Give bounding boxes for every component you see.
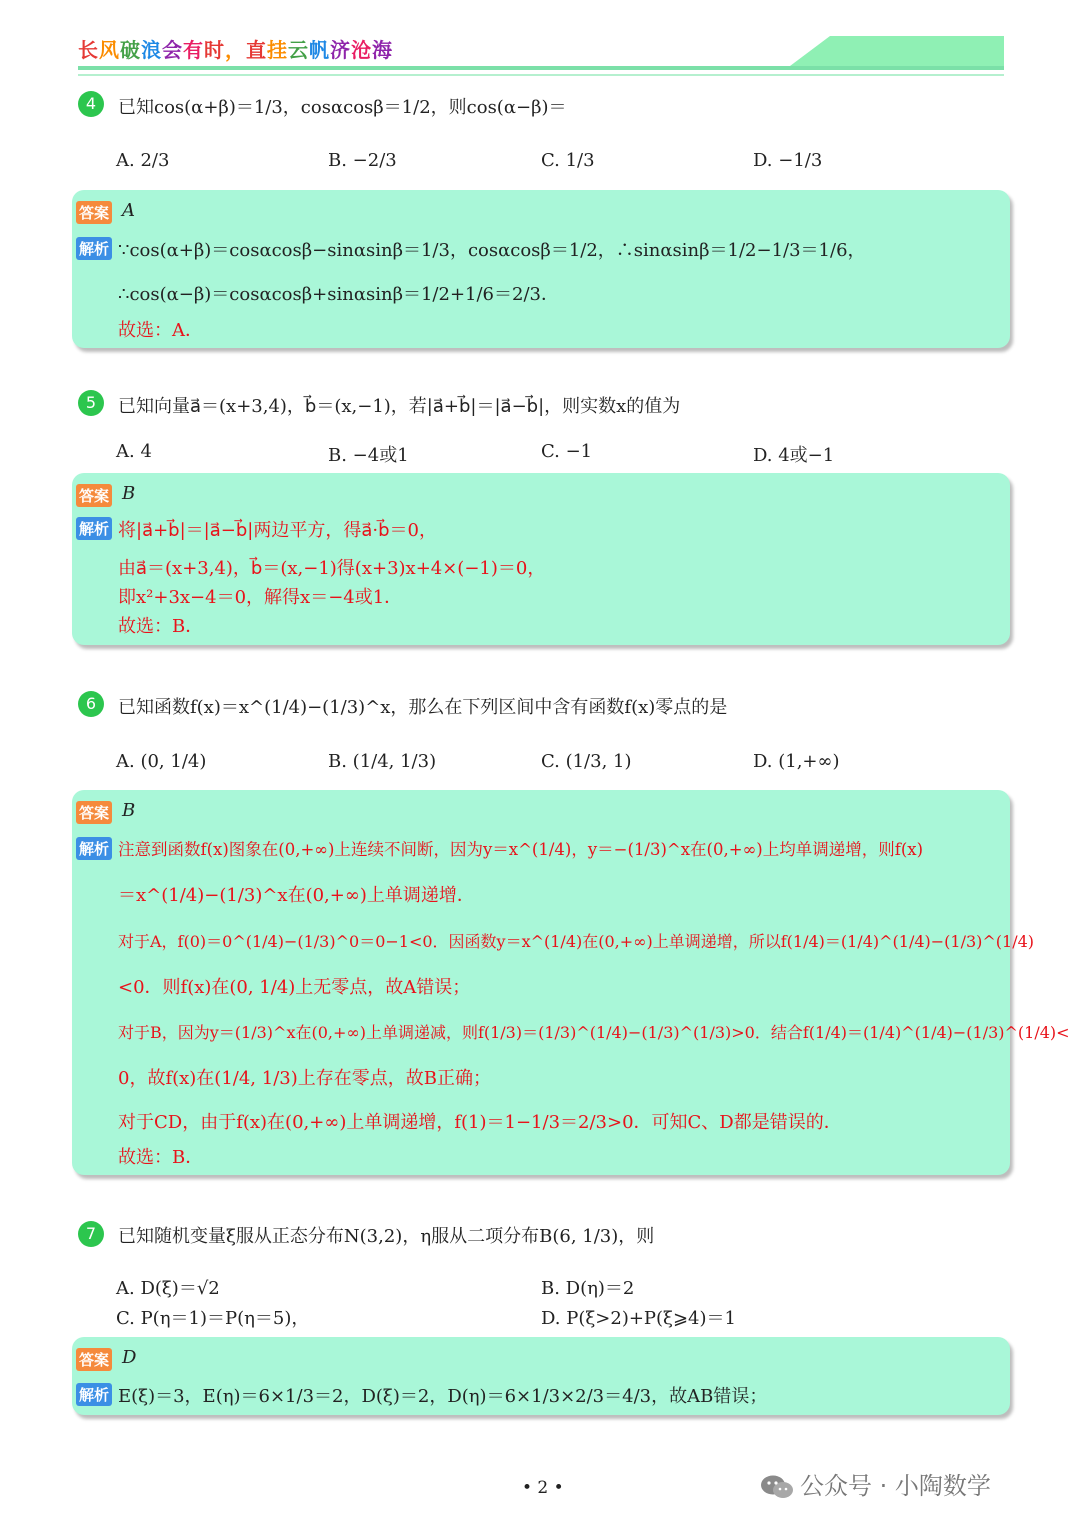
explanation-conclusion: 故选：B． (118, 616, 204, 637)
explanation-line: ∵cos(α+β)＝cosαcosβ−sinαsinβ＝1/3，cosαcosβ＝1/2，∴sinαsinβ＝1/2−1/3＝1/6， (118, 240, 866, 261)
explanation-tag: 解析 (76, 517, 112, 540)
answer-value: B (122, 800, 136, 821)
answer-value: A (122, 200, 135, 221)
title-char: 破 (120, 38, 141, 62)
option-a: A. D(ξ)＝√2 (116, 1278, 220, 1299)
header-rule (78, 66, 1004, 70)
question-number-badge: 5 (78, 390, 104, 416)
watermark-text: 公众号 · 小陶数学 (800, 1472, 991, 1500)
question-stem: 已知函数f(x)＝x^(1/4)−(1/3)^x，那么在下列区间中含有函数f(x)零点的是 (118, 697, 728, 718)
explanation-tag: 解析 (76, 1383, 112, 1406)
option-b: B. −2/3 (328, 150, 397, 171)
option-b: B. (1/4, 1/3) (328, 751, 437, 772)
option-d: D. (1,+∞) (753, 751, 840, 772)
answer-value: D (122, 1347, 137, 1368)
explanation-line: ＝x^(1/4)−(1/3)^x在(0,+∞)上单调递增． (118, 885, 475, 906)
option-a: A. 2/3 (116, 150, 170, 171)
option-a: A. 4 (116, 441, 152, 462)
title-char: 挂 (267, 38, 288, 62)
title-char: 沧 (351, 38, 372, 62)
title-char: ， (225, 38, 246, 62)
option-b: B. −4或1 (328, 445, 409, 466)
question-stem: 已知cos(α+β)＝1/3，cosαcosβ＝1/2，则cos(α−β)＝ (118, 97, 567, 118)
title-char: 风 (99, 38, 120, 62)
option-a: A. (0, 1/4) (116, 751, 207, 772)
option-d: D. 4或−1 (753, 445, 835, 466)
question-number-badge: 6 (78, 691, 104, 717)
title-char: 直 (246, 38, 267, 62)
option-b: B. D(η)＝2 (541, 1278, 635, 1299)
header-decoration (790, 36, 1004, 66)
title-char: 济 (330, 38, 351, 62)
answer-tag: 答案 (76, 801, 112, 824)
explanation-line: 0，故f(x)在(1/4, 1/3)上存在零点，故B正确； (118, 1068, 491, 1089)
option-c: C. −1 (541, 441, 593, 462)
title-char: 海 (372, 38, 393, 62)
answer-value: B (122, 483, 136, 504)
explanation-conclusion: 故选：A． (118, 320, 203, 341)
explanation-line: 注意到函数f(x)图象在(0,+∞)上连续不间断，因为y＝x^(1/4)，y＝−(1/3)^x在(0,+∞)上均单调递增，则f(x) (118, 840, 924, 859)
wechat-icon (760, 1474, 794, 1500)
title-char: 帆 (309, 38, 330, 62)
title-char: 长 (78, 38, 99, 62)
explanation-line: <0．则f(x)在(0, 1/4)上无零点，故A错误； (118, 977, 471, 998)
explanation-line: E(ξ)＝3，E(η)＝6×1/3＝2，D(ξ)＝2，D(η)＝6×1/3×2/3＝4/3，故AB错误； (118, 1386, 768, 1407)
page-number: • 2 • (522, 1478, 564, 1498)
explanation-line: 对于CD，由于f(x)在(0,+∞)上单调递增，f(1)＝1−1/3＝2/3>0．可知C、D都是错误的． (118, 1112, 842, 1133)
answer-box (72, 473, 1010, 645)
header-title (78, 34, 393, 63)
explanation-line: 对于B，因为y＝(1/3)^x在(0,+∞)上单调递减，则f(1/3)＝(1/3)^(1/4)−(1/3)^(1/3)>0．结合f(1/4)＝(1/4)^(1/4)−(1/3)^(1/4)< (118, 1023, 1070, 1042)
answer-tag: 答案 (76, 484, 112, 507)
title-char: 云 (288, 38, 309, 62)
watermark (760, 1466, 991, 1501)
question-number-badge: 7 (78, 1221, 104, 1247)
question-number-badge: 4 (78, 91, 104, 117)
option-c: C. P(η＝1)＝P(η＝5)， (116, 1308, 310, 1329)
header-rule-thin (78, 74, 1004, 76)
answer-tag: 答案 (76, 201, 112, 224)
explanation-line: 由a⃗＝(x+3,4)，b⃗＝(x,−1)得(x+3)x+4×(−1)＝0， (118, 558, 546, 579)
title-char: 会 (162, 38, 183, 62)
title-char: 有 (183, 38, 204, 62)
answer-box (72, 190, 1010, 348)
option-d: D. −1/3 (753, 150, 823, 171)
answer-box (72, 790, 1070, 1175)
explanation-tag: 解析 (76, 237, 112, 260)
explanation-line: 将|a⃗+b⃗|＝|a⃗−b⃗|两边平方，得a⃗·b⃗＝0， (118, 520, 437, 541)
answer-box (72, 1337, 1010, 1415)
explanation-conclusion: 故选：B． (118, 1147, 204, 1168)
explanation-line: 对于A，f(0)＝0^(1/4)−(1/3)^0＝0−1<0．因函数y＝x^(1/4)在(0,+∞)上单调递增，所以f(1/4)＝(1/4)^(1/4)−(1/3)^(1/4) (118, 932, 1035, 951)
question-stem: 已知随机变量ξ服从正态分布N(3,2)，η服从二项分布B(6, 1/3)，则 (118, 1226, 655, 1247)
option-c: C. 1/3 (541, 150, 595, 171)
title-char: 时 (204, 38, 225, 62)
title-char: 浪 (141, 38, 162, 62)
option-d: D. P(ξ>2)+P(ξ⩾4)＝1 (541, 1308, 736, 1329)
answer-tag: 答案 (76, 1348, 112, 1371)
explanation-line: ∴cos(α−β)＝cosαcosβ+sinαsinβ＝1/2+1/6＝2/3． (118, 284, 559, 305)
option-c: C. (1/3, 1) (541, 751, 632, 772)
question-stem: 已知向量a⃗＝(x+3,4)，b⃗＝(x,−1)，若|a⃗+b⃗|＝|a⃗−b⃗|，则实数x的值为 (118, 396, 681, 417)
explanation-line: 即x²+3x−4＝0，解得x＝−4或1． (118, 587, 403, 608)
explanation-tag: 解析 (76, 837, 112, 860)
